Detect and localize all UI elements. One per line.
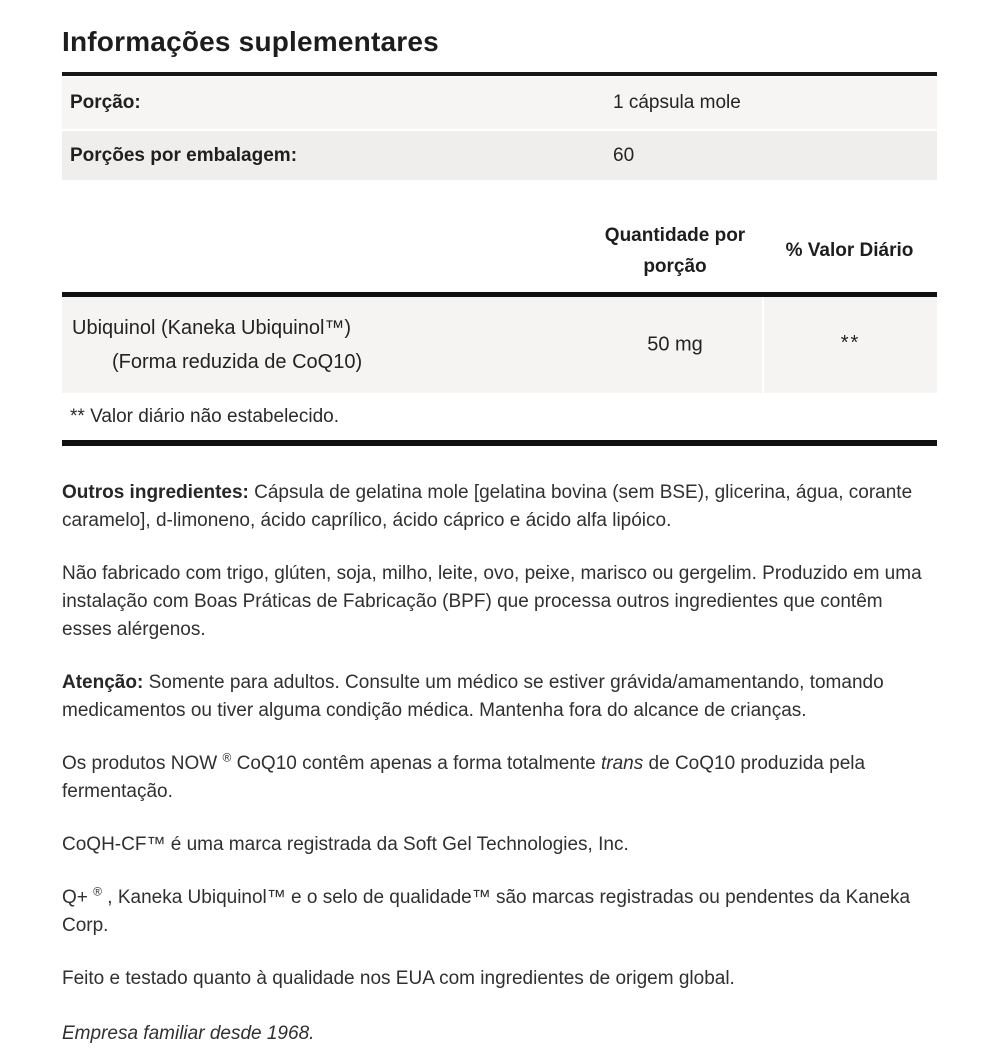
- kaneka-seg2: , Kaneka Ubiquinol™ e o selo de qualidade™ são marcas registradas ou pendentes da Kaneka Corp.: [62, 887, 911, 936]
- page-title: Informações suplementares: [62, 26, 439, 57]
- info-paragraphs: [62, 446, 937, 1048]
- supplement-info-panel: [62, 0, 937, 1048]
- coq10-seg1: Os produtos NOW: [62, 753, 223, 774]
- nutrient-row-ubiquinol: [62, 297, 937, 393]
- servings-per-container-label: Porções por embalagem:: [70, 144, 298, 166]
- daily-value-column-header: % Valor Diário: [785, 240, 914, 261]
- registered-mark: ®: [93, 884, 102, 899]
- servings-per-container-value: 60: [613, 144, 635, 166]
- registered-mark: ®: [222, 750, 232, 765]
- nutrient-daily-value: **: [840, 332, 861, 355]
- amount-per-serving-column-header: Quantidade por porção: [604, 225, 746, 277]
- nutrient-amount: 50 mg: [647, 333, 703, 356]
- caution-text: Somente para adultos. Consulte um médico se estiver grávida/amamentando, tomando medicamentos ou tiver alguma condição médica. Mantenha fora do alcance de crianças.: [62, 672, 884, 721]
- daily-value-footnote: ** Valor diário não estabelecido.: [62, 393, 937, 440]
- caution-paragraph: [62, 669, 937, 725]
- nutrient-name-line2: (Forma reduzida de CoQ10): [112, 351, 363, 373]
- serving-size-row: [62, 77, 937, 129]
- other-ingredients-label: Outros ingredientes:: [62, 482, 249, 503]
- other-ingredients-text: Cápsula de gelatina mole [gelatina bovina (sem BSE), glicerina, água, corante caramelo], d-limoneno, ácido caprílico, ácido cáprico e ácido alfa lipóico.: [62, 482, 913, 531]
- serving-size-value: 1 cápsula mole: [613, 92, 741, 113]
- nutrient-name: [62, 297, 362, 393]
- nutrient-name-line1: Ubiquinol (Kaneka Ubiquinol™): [72, 317, 352, 339]
- coq10-trans-paragraph: [62, 750, 937, 806]
- coq10-seg2: CoQ10 contêm apenas a forma totalmente: [231, 753, 601, 774]
- other-ingredients-paragraph: [62, 479, 937, 535]
- quality-statement-paragraph: Feito e testado quanto à qualidade nos EUA com ingredientes de origem global.: [62, 968, 735, 989]
- kaneka-trademark-paragraph: [62, 884, 937, 940]
- kaneka-seg1: Q+: [62, 887, 94, 908]
- company-tagline: Empresa familiar desde 1968.: [62, 1023, 315, 1044]
- coq10-trans-italic: trans: [601, 753, 644, 774]
- title-divider-rule: [62, 72, 937, 76]
- serving-size-label: Porção:: [70, 92, 141, 113]
- allergen-paragraph: Não fabricado com trigo, glúten, soja, milho, leite, ovo, peixe, marisco ou gergelim. Produzido em uma instalação com Boas Práticas de Fabricação (BPF) que processa outros ingredientes que contêm esses alérgenos.: [62, 563, 922, 640]
- servings-per-container-row: [62, 131, 937, 180]
- nutrient-table-header: [62, 180, 937, 292]
- caution-label: Atenção:: [62, 672, 144, 693]
- coq10-seg3: de CoQ10 produzida pela fermentação.: [62, 753, 866, 802]
- softgel-trademark-paragraph: CoQH-CF™ é uma marca registrada da Soft Gel Technologies, Inc.: [62, 834, 629, 855]
